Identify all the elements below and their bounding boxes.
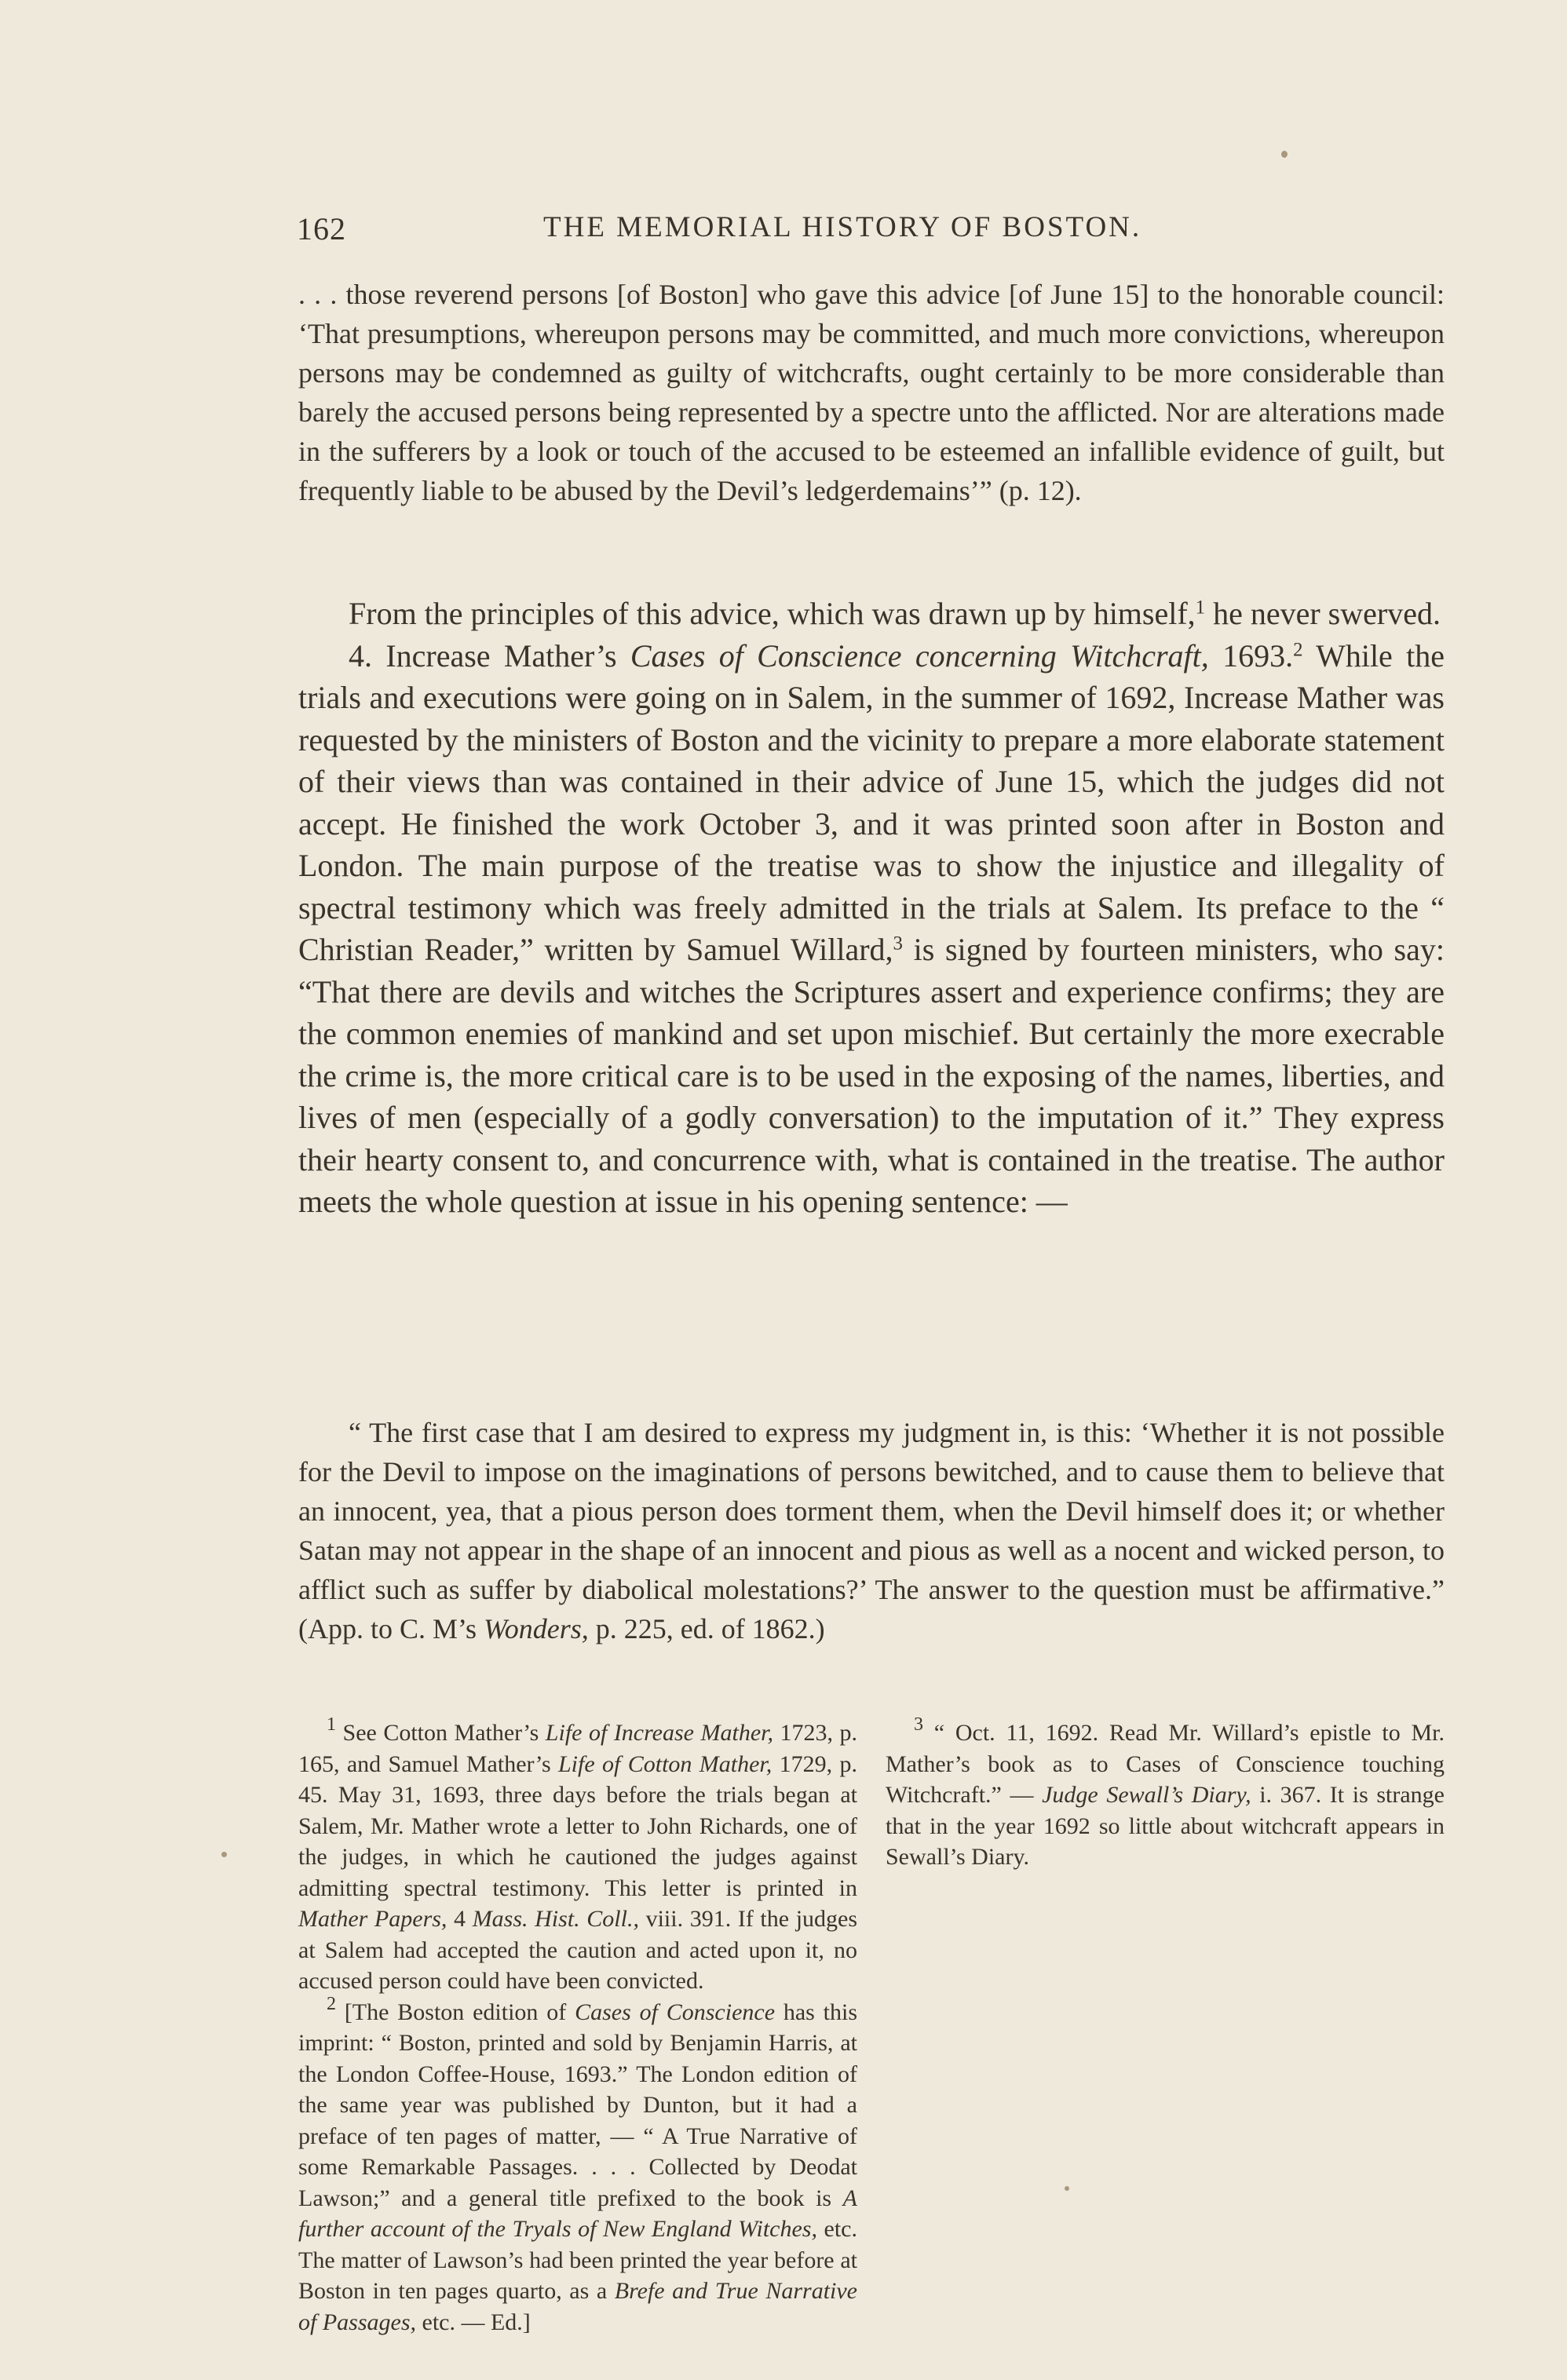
footnote-1-text: 1723, p. 165, and Samuel Mather’s: [298, 1720, 858, 1777]
paragraph-cases-of-conscience: [298, 635, 1445, 1223]
footnote-2-text: etc. — Ed.]: [416, 2309, 531, 2335]
paragraph-principles-text: From the principles of this advice, which was drawn up by himself,: [349, 596, 1196, 631]
quote-advice-text: . . . those reverend persons [of Boston] who gave this advice [of June 15] to the honorable council: ‘That presumptions, whereupon persons may be committed, and much more convictions, whereupon persons may be condemned as guilty of witchcrafts, ought certainly to be more considerable than barely the accused persons being represented by a spectre unto the afflicted. Nor are alterations made in the sufferers by a look or touch of the accused to be esteemed an infallible evidence of guilt, but frequently liable to be abused by the Devil’s ledgerdemains’” (p. 12).: [298, 279, 1445, 506]
paragraph-cases-text-a: While the trials and executions were going on in Salem, in the summer of 1692, Increase Mather was requested by the ministers of Boston and the vicinity to prepare a more elaborate statement of their views than was contained in their advice of June 15, which the judges did not accept. He finished the work October 3, and it was printed soon after in Boston and London. The main purpose of the treatise was to show the injustice and illegality of spectral testimony which was freely admitted in the trials at Salem. Its preface to the “ Christian Reader,” written by Samuel Willard,: [298, 637, 1445, 967]
footnote-ref-2[interactable]: 2: [1293, 638, 1303, 660]
paragraph-principles-end: he never swerved.: [1205, 596, 1441, 631]
footnote-3-text: “ Oct. 11, 1692. Read Mr. Willard’s epistle to Mr. Mather’s book as to Cases of Conscience touching Witchcraft.” —: [886, 1720, 1445, 1808]
quote-first-case-text: [298, 1413, 1445, 1648]
footnote-1: [298, 1714, 858, 1997]
footnote-3: [886, 1714, 1445, 1873]
quote-first-case-end: p. 225, ed. of 1862.): [588, 1613, 825, 1644]
footnote-1-text: 1729, p. 45. May 31, 1693, three days before the trials began at Salem, Mr. Mather wrote a letter to John Richards, one of the judges, in which he cautioned the judges against admitting spectral testimony. This letter is printed in: [298, 1750, 857, 1901]
book-year: 1693.: [1208, 637, 1294, 673]
footnote-1-italic: Mather Papers,: [298, 1906, 447, 1932]
body-text: [298, 593, 1445, 1223]
footnote-3-italic: Judge Sewall’s Diary,: [1042, 1782, 1251, 1808]
footnotes-column-right: [886, 1714, 1445, 1873]
footnote-ref-3[interactable]: 3: [893, 933, 903, 955]
footnote-1-number: 1: [327, 1714, 336, 1735]
footnote-1-italic: Mass. Hist. Coll.,: [472, 1906, 639, 1932]
block-quote-advice: [298, 275, 1445, 510]
footnote-3-number: 3: [914, 1714, 923, 1735]
running-head: THE MEMORIAL HISTORY OF BOSTON.: [543, 211, 1142, 243]
footnote-1-text: viii. 391. If the judges at Salem had accepted the caution and acted upon it, no accused person could have been convicted.: [298, 1906, 858, 1994]
footnote-2-number: 2: [327, 1993, 336, 2014]
paper-speck: [221, 1852, 227, 1857]
footnote-2-italic: A further account of the Tryals of New England Witches,: [298, 2185, 857, 2242]
block-quote-first-case: [298, 1413, 1445, 1648]
footnote-1-italic: Life of Increase Mather,: [545, 1720, 773, 1746]
section-lead: 4. Increase Mather’s: [349, 637, 630, 673]
book-title: Cases of Conscience concerning Witchcraft,: [630, 637, 1209, 673]
footnote-2: [298, 1993, 857, 2338]
footnote-2-italic: Brefe and True Narrative of Passages,: [298, 2278, 857, 2335]
footnote-1-italic: Life of Cotton Mather,: [558, 1750, 773, 1777]
footnote-2-italic: Cases of Conscience: [575, 1999, 776, 2025]
paragraph-cases-text-b: is signed by fourteen ministers, who say: “That there are devils and witches the Scriptures assert and experience confirms; they are the common enemies of mankind and set upon mischief. But certainly the more execrable the crime is, the more critical care is to be used in the exposing of the names, liberties, and lives of men (especially of a godly conversation) to the imputation of it.” They express their hearty consent to, and concurrence with, what is contained in the treatise. The author meets the whole question at issue in his opening sentence: —: [298, 932, 1445, 1219]
footnote-1-text: 4: [447, 1906, 473, 1932]
quote-first-case-body: “ The first case that I am desired to express my judgment in, is this: ‘Whether it is not possible for the Devil to impose on the imaginations of persons bewitched, and to cause them to believe that an innocent, yea, that a pious person does torment them, when the Devil himself does it; or whether Satan may not appear in the shape of an innocent and pious as well as a nocent and wicked person, to afflict such as suffer by diabolical molestations?’ The answer to the question must be affirmative.” (App. to C. M’s: [298, 1417, 1445, 1644]
page-number: 162: [297, 211, 346, 246]
paragraph-principles: [298, 593, 1445, 635]
quote-first-case-italic: Wonders,: [484, 1613, 589, 1644]
paper-speck: [1281, 151, 1288, 158]
paper-speck: [1065, 2186, 1069, 2191]
footnote-3-text: i. 367. It is strange that in the year 1692 so little about witchcraft appears in Sewall’s Diary.: [886, 1782, 1445, 1870]
footnote-2-text: etc. The matter of Lawson’s had been printed the year before at Boston in ten pages quarto, as a: [298, 2216, 857, 2304]
footnote-1-text: See Cotton Mather’s: [336, 1720, 546, 1746]
footnote-2-text: has this imprint: “ Boston, printed and sold by Benjamin Harris, at the London Coffee-House, 1693.” The London edition of the same year was published by Dunton, but it had a preface of ten pages of matter, — “ A True Narrative of some Remarkable Passages. . . . Collected by Deodat Lawson;” and a general title prefixed to the book is: [298, 1999, 857, 2211]
footnotes-column-left: [298, 1714, 858, 2338]
footnote-ref-1[interactable]: 1: [1195, 597, 1206, 619]
footnote-2-text: [The Boston edition of: [336, 1999, 575, 2025]
page-header: [297, 210, 1490, 257]
